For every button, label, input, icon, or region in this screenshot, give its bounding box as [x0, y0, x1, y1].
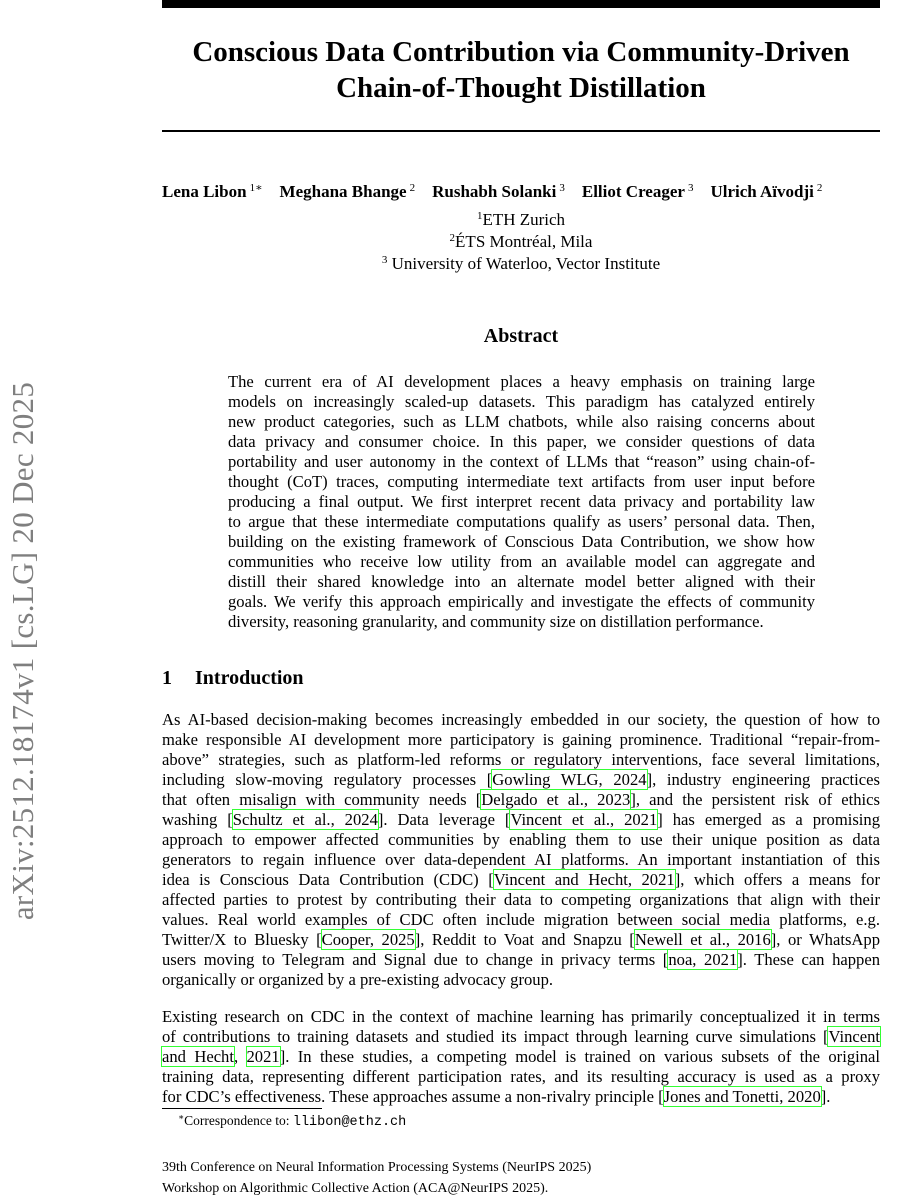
author-affiliation-mark: 3 [559, 182, 565, 194]
text-run: producing a final output. We first interpret recent data privacy and portability law [228, 492, 815, 511]
affiliation-text: ETH Zurich [482, 210, 566, 229]
text-line [228, 452, 815, 472]
author-affiliation-mark: 3 [687, 182, 694, 194]
footnote-mark: ∗ [178, 1112, 185, 1122]
text-run: approach to empower affected communities by enabling them to use their unique position as data [162, 830, 880, 849]
text-run: users moving to Telegram and Signal due to change in privacy terms [ [162, 950, 669, 969]
affiliation-number: 3 [381, 254, 388, 266]
affiliation-text: ÉTS Montréal, Mila [455, 232, 593, 251]
footnote-rule [162, 1108, 322, 1109]
text-run: ] has emerged as a promising [657, 810, 880, 829]
text-line [162, 790, 880, 810]
text-line [228, 492, 815, 512]
affiliation [162, 254, 880, 274]
citation-link[interactable]: Delgado et al., 2023 [481, 790, 631, 809]
author-affiliation-mark: 2 [409, 182, 416, 194]
citation-link[interactable]: Vincent [828, 1027, 880, 1046]
affiliation-number: 2 [449, 232, 456, 244]
text-line [162, 1027, 880, 1047]
author-affiliation-mark: 2 [816, 182, 823, 194]
venue-line: Workshop on Algorithmic Collective Action (ACA@NeurIPS 2025). [162, 1181, 549, 1196]
author [710, 182, 822, 201]
text-line [228, 552, 815, 572]
author-list [162, 181, 903, 202]
text-line [228, 512, 815, 532]
title-line: Chain-of-Thought Distillation [336, 72, 706, 104]
text-run: ]. [820, 1087, 831, 1106]
text-run: models on increasingly scaled-up datasets. This paradigm has catalyzed entirely [228, 392, 815, 411]
text-line [162, 810, 880, 830]
author-name: Ulrich Aïvodji [710, 182, 814, 201]
text-run: ], Reddit to Voat and Snapzu [ [414, 930, 635, 949]
text-run: generators to regain influence over data-dependent AI platforms. An important instantiation of this [162, 850, 880, 869]
author [582, 182, 694, 201]
text-line [162, 950, 880, 970]
author-affiliation-mark: 1∗ [249, 182, 263, 194]
affiliation [162, 210, 880, 230]
section-heading [162, 667, 304, 690]
text-run: values. Real world examples of CDC often include migration between social media platforms, e.g. [162, 910, 880, 929]
text-run: building on the existing framework of Conscious Data Contribution, we show how [228, 532, 815, 551]
text-line [228, 472, 815, 492]
footnote-text: Correspondence to: [184, 1113, 293, 1128]
text-run: training data, representing different participation rates, and its resulting accuracy is used as a proxy [162, 1067, 880, 1086]
text-run: to argue that these intermediate computations qualify as users’ personal data. Then, [228, 512, 815, 531]
text-run: diversity, reasoning granularity, and community size on distillation performance. [228, 612, 764, 631]
text-run: washing [ [162, 810, 233, 829]
text-line [162, 910, 880, 930]
author [162, 182, 263, 201]
text-run: distill their shared knowledge into an alternate model better aligned with their [228, 572, 815, 591]
text-run: ], industry engineering practices [646, 770, 880, 789]
affiliation-number: 1 [476, 210, 483, 222]
text-run: portability and user autonomy in the context of LLMs that “reason” using chain-of- [228, 452, 815, 471]
text-line [228, 612, 815, 632]
affiliation [162, 232, 880, 252]
intro-paragraph [162, 710, 880, 990]
text-line [162, 730, 880, 750]
text-run: that often misalign with community needs [ [162, 790, 482, 809]
text-run: ]. These can happen [737, 950, 880, 969]
title-rule [162, 130, 880, 132]
paper-title [162, 34, 880, 106]
text-run: thought (CoT) traces, computing intermediate text artifacts from user input before [228, 472, 815, 491]
text-run: , [233, 1047, 247, 1066]
text-line [162, 870, 880, 890]
text-run: ], and the persistent risk of ethics [630, 790, 880, 809]
text-line [162, 770, 880, 790]
text-line [162, 890, 880, 910]
citation-link[interactable]: Cooper, 2025 [321, 930, 415, 949]
text-run: affected parties to protest by contributing their data to competing organizations that align with their [162, 890, 880, 909]
text-line [162, 750, 880, 770]
text-line [162, 1087, 880, 1107]
text-line [228, 392, 815, 412]
text-run: As AI-based decision-making becomes increasingly embedded in our society, the question of how to [162, 710, 880, 729]
text-run: communities who receive low utility from an available model can aggregate and [228, 552, 815, 571]
text-run: ], or WhatsApp [770, 930, 880, 949]
text-run: of contributions to training datasets and studied its impact through learning curve simulations [ [162, 1027, 829, 1046]
author-name: Lena Libon [162, 182, 247, 201]
text-run: ]. Data leverage [ [377, 810, 511, 829]
citation-link[interactable]: 2021 [246, 1047, 280, 1066]
text-run: idea is Conscious Data Contribution (CDC) [ [162, 870, 494, 889]
text-run: above” strategies, such as platform-led reforms or regulatory interventions, face several limitations, [162, 750, 880, 769]
author-name: Rushabh Solanki [432, 182, 557, 201]
text-run: for CDC’s effectiveness. These approaches assume a non-rivalry principle [ [162, 1087, 664, 1106]
citation-link[interactable]: Jones and Tonetti, 2020 [663, 1087, 821, 1106]
text-line [228, 412, 815, 432]
text-run: Twitter/X to Bluesky [ [162, 930, 322, 949]
text-line [228, 592, 815, 612]
text-run: ]. In these studies, a competing model is trained on various subsets of the original [279, 1047, 880, 1066]
citation-link[interactable]: noa, 2021 [668, 950, 738, 969]
author-name: Elliot Creager [581, 182, 685, 201]
text-run: including slow-moving regulatory processes [ [162, 770, 493, 789]
citation-link[interactable]: Gowling WLG, 2024 [492, 770, 647, 789]
citation-link[interactable]: Schultz et al., 2024 [232, 810, 378, 829]
author [432, 182, 565, 201]
intro-paragraph [162, 1007, 880, 1107]
arxiv-identifier: arXiv:2512.18174v1 [cs.LG] 20 Dec 2025 [5, 381, 40, 921]
section-number: 1 [162, 667, 172, 689]
affiliation-text: University of Waterloo, Vector Institute [387, 254, 661, 273]
citation-link[interactable]: and Hecht [162, 1047, 234, 1066]
email-link[interactable]: llibon@ethz.ch [292, 1115, 407, 1130]
text-line [228, 432, 815, 452]
text-run: ], which offers a means for [674, 870, 880, 889]
text-line [162, 1007, 880, 1027]
citation-link[interactable]: Vincent et al., 2021 [510, 810, 658, 829]
text-run: goals. We verify this approach empirically and investigate the effects of community [228, 592, 815, 611]
citation-link[interactable]: Newell et al., 2016 [634, 930, 771, 949]
text-line [162, 1047, 880, 1067]
text-line [162, 710, 880, 730]
author [280, 182, 416, 201]
author-name: Meghana Bhange [279, 182, 407, 201]
text-run: data privacy and consumer choice. In this paper, we consider questions of data [228, 432, 815, 451]
citation-link[interactable]: Vincent and Hecht, 2021 [493, 870, 675, 889]
title-line: Conscious Data Contribution via Community-Driven [192, 36, 850, 68]
text-line [162, 930, 880, 950]
abstract-body [228, 372, 815, 632]
top-rule [162, 0, 880, 8]
text-run: new product categories, such as LLM chatbots, while also raising concerns about [228, 412, 815, 431]
text-run: Existing research on CDC in the context of machine learning has primarily conceptualized it in terms [162, 1007, 880, 1026]
text-line [228, 572, 815, 592]
footnote [178, 1112, 406, 1130]
text-line [228, 532, 815, 552]
text-run: make responsible AI development more participatory is gaining prominence. Traditional “repair-from- [162, 730, 880, 749]
text-line [162, 850, 880, 870]
text-line [162, 830, 880, 850]
text-line [162, 970, 880, 990]
section-title: Introduction [195, 667, 304, 689]
venue-line: 39th Conference on Neural Information Processing Systems (NeurIPS 2025) [162, 1160, 592, 1175]
text-run: The current era of AI development places a heavy emphasis on training large [228, 372, 815, 391]
text-line [228, 372, 815, 392]
abstract-heading: Abstract [483, 325, 559, 347]
text-line [162, 1067, 880, 1087]
text-run: organically or organized by a pre-existing advocacy group. [162, 970, 554, 989]
